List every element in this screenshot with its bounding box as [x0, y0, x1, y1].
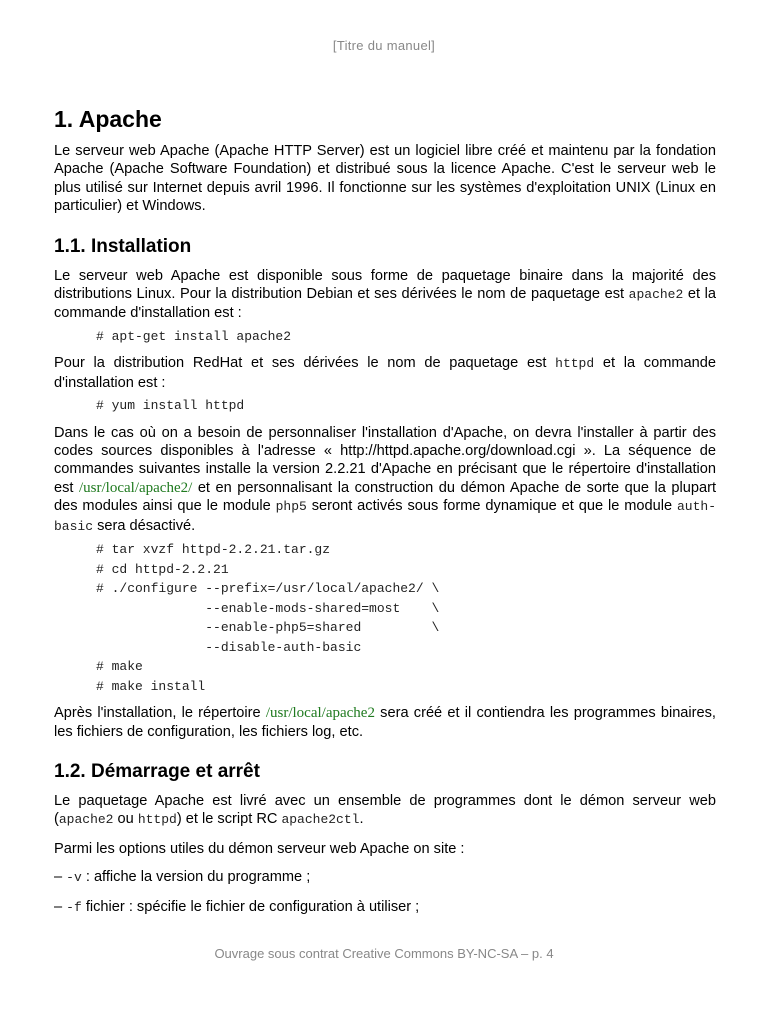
text-run: Le serveur web Apache est disponible sous forme de paquetage binaire dans la majorité des distributions Linux. Pour la distribution Debian et ses dérivées le nom de paquetage est [54, 267, 716, 303]
list-dash: – [54, 898, 67, 915]
inline-code: php5 [275, 499, 307, 515]
text-run: Le paquetage Apache est livré avec un ensemble de programmes dont le démon serveur web ( [54, 792, 716, 828]
apache-intro-paragraph: Le serveur web Apache (Apache HTTP Server) est un logiciel libre créé et maintenu par la fondation Apache (Apache Software Foundation) et distribué sous la licence Apache. C'est le serveur web le plus utilisé sur Internet depuis avril 1996. Il fonctionne sur les systèmes d'exploitation UNIX (Linux en particulier) et Windows. [54, 143, 716, 215]
text-run: Après l'installation, le répertoire [54, 705, 266, 722]
command-debian: # apt-get install apache2 [96, 328, 292, 344]
text-run: . [359, 811, 364, 828]
text-run: et en personnalisant la construction du démon Apache de sorte que la plupart des modules ainsi que le module [54, 479, 716, 515]
list-item [54, 898, 716, 917]
page-content [54, 104, 716, 927]
list-text: fichier : spécifie le fichier de configuration à utiliser ; [81, 898, 420, 915]
option-flag: -f [66, 899, 82, 915]
command-source-build: # tar xvzf httpd-2.2.21.tar.gz # cd httpd-2.2.21 # ./configure --prefix=/usr/local/apache2/ \ --enable-mods-shared=most \ --enable-php5=shared \ --disable-auth-basic # make # make install [96, 542, 440, 694]
text-run: seront activés sous forme dynamique et que le module [306, 498, 677, 515]
text-run: et la commande d'installation est : [54, 355, 717, 391]
installation-paragraph-result [54, 704, 716, 741]
page-footer: Ouvrage sous contrat Creative Commons BY-NC-SA – p. 4 [214, 946, 554, 961]
inline-code: auth-basic [54, 499, 717, 534]
text-run: ) et le script RC [176, 811, 282, 828]
inline-code: apache2ctl [281, 812, 360, 828]
inline-code: apache2 [628, 287, 684, 303]
inline-path: /usr/local/apache2/ [79, 479, 193, 496]
inline-code: httpd [137, 812, 177, 828]
text-run: Pour la distribution RedHat et ses dérivées le nom de paquetage est [54, 355, 556, 372]
text-run: et la commande d'installation est : [54, 286, 717, 322]
text-run: sera désactivé. [93, 517, 196, 534]
text-run: Dans le cas où on a besoin de personnaliser l'installation d'Apache, on devra l'installer à partir des codes sources disponibles à l'adresse « http://httpd.apache.org/download.cgi ». La séquence de commandes suivantes installe la version 2.2.21 d'Apache en précisant que le répertoire d'installation est [54, 424, 716, 496]
inline-code: apache2 [58, 812, 114, 828]
section-heading-installation: 1.1. Installation [54, 235, 192, 257]
list-dash: – [54, 869, 67, 886]
list-item [54, 868, 716, 887]
inline-code: httpd [555, 356, 595, 372]
text-run: ou [113, 811, 138, 828]
installation-paragraph-redhat [54, 354, 716, 392]
installation-paragraph-debian [54, 267, 716, 323]
options-intro-paragraph: Parmi les options utiles du démon serveur web Apache on site : [54, 840, 465, 857]
inline-path: /usr/local/apache2 [265, 705, 375, 722]
section-heading-apache: 1. Apache [54, 106, 162, 132]
installation-paragraph-source [54, 424, 716, 536]
text-run: sera créé et il contiendra les programmes binaires, les fichiers de configuration, les fichiers log, etc. [54, 705, 716, 740]
section-heading-startup: 1.2. Démarrage et arrêt [54, 760, 260, 782]
command-redhat: # yum install httpd [96, 398, 245, 414]
option-flag: -v [66, 870, 82, 886]
list-text: : affiche la version du programme ; [81, 869, 311, 886]
startup-paragraph [54, 792, 716, 830]
page-header: [Titre du manuel] [332, 38, 436, 53]
